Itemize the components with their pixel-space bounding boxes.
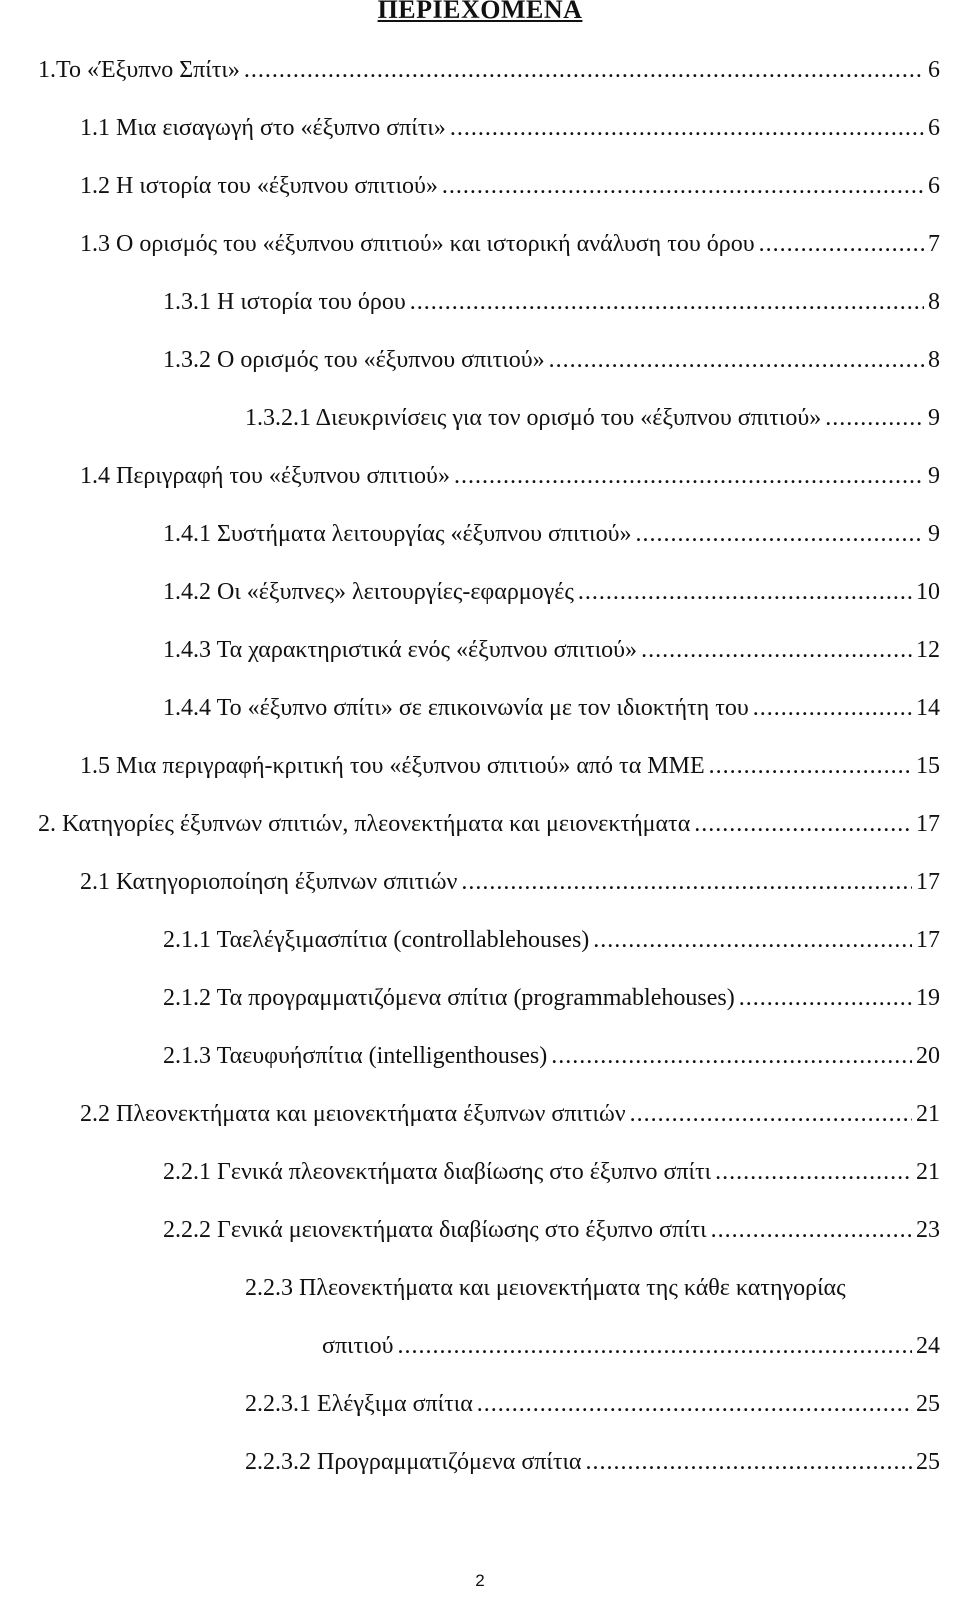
toc-entry[interactable] — [245, 1389, 940, 1419]
toc-entry-page: 17 — [916, 811, 940, 837]
footer-page-number: 2 — [475, 1571, 485, 1590]
toc-entry-label: 1.2 Η ιστορία του «έξυπνου σπιτιού» — [80, 173, 438, 199]
toc-entry-page: 17 — [916, 927, 940, 953]
dot-leader — [450, 113, 924, 143]
toc-entry[interactable] — [163, 635, 940, 665]
dot-leader — [244, 55, 924, 85]
toc-entry-page: 21 — [916, 1159, 940, 1185]
toc-entry[interactable] — [163, 1157, 940, 1187]
toc-entry[interactable] — [245, 403, 940, 433]
toc-entry[interactable] — [80, 229, 940, 259]
toc-entry[interactable] — [38, 55, 940, 85]
toc-entry[interactable] — [163, 577, 940, 607]
toc-entry-label: 2.2.1 Γενικά πλεονεκτήματα διαβίωσης στο έξυπνο σπίτι — [163, 1159, 712, 1185]
toc-entry[interactable] — [163, 1041, 940, 1071]
toc-entry[interactable] — [163, 345, 940, 375]
dot-leader — [739, 983, 912, 1013]
toc-entry-page: 25 — [916, 1449, 940, 1475]
dot-leader — [753, 693, 912, 723]
toc-entry[interactable] — [163, 1215, 940, 1245]
toc-entry-page: 8 — [928, 289, 940, 315]
toc-entry[interactable] — [80, 1099, 940, 1129]
toc-entry-label: 1.3 Ο ορισμός του «έξυπνου σπιτιού» και ιστορική ανάλυση του όρου — [80, 231, 755, 257]
toc-entry-label: 1.3.1 Η ιστορία του όρου — [163, 289, 406, 315]
toc-entry-label: 1.1 Μια εισαγωγή στο «έξυπνο σπίτι» — [80, 115, 446, 141]
toc-entry-page: 6 — [928, 57, 940, 83]
toc-entry-label: 2.1 Κατηγοριοποίηση έξυπνων σπιτιών — [80, 869, 458, 895]
toc-entry-page: 8 — [928, 347, 940, 373]
toc-entry-label: 1.4.2 Οι «έξυπνες» λειτουργίες-εφαρμογές — [163, 579, 574, 605]
toc-entry[interactable] — [163, 519, 940, 549]
toc-entry-page: 9 — [928, 521, 940, 547]
toc-entry[interactable] — [80, 171, 940, 201]
toc-entry-page: 21 — [916, 1101, 940, 1127]
toc-entry[interactable] — [80, 867, 940, 897]
toc-entry-label: 2.1.1 Ταελέγξιμασπίτια (controllablehouses) — [163, 927, 590, 953]
dot-leader — [709, 751, 912, 781]
toc-entry-label: 1.4.3 Τα χαρακτηριστικά ενός «έξυπνου σπιτιού» — [163, 637, 638, 663]
dot-leader — [635, 519, 924, 549]
toc-entry-page: 6 — [928, 115, 940, 141]
toc-entry-page: 25 — [916, 1391, 940, 1417]
toc-entry-label: 2.2.3.1 Ελέγξιμα σπίτια — [245, 1391, 473, 1417]
toc-entry-label: 1.4.1 Συστήματα λειτουργίας «έξυπνου σπιτιού» — [163, 521, 632, 547]
toc-entry-page: 12 — [916, 637, 940, 663]
dot-leader — [641, 635, 912, 665]
toc-entry-label: 2.1.3 Ταευφυήσπίτια (intelligenthouses) — [163, 1043, 548, 1069]
toc-entry-page: 7 — [928, 231, 940, 257]
toc-entry-label: 2.2.3.2 Προγραμματιζόμενα σπίτια — [245, 1449, 582, 1475]
toc-entry-label: 1.5 Μια περιγραφή-κριτική του «έξυπνου σπιτιού» από τα ΜΜΕ — [80, 753, 705, 779]
toc-entry-page: 6 — [928, 173, 940, 199]
toc-entry[interactable] — [245, 1447, 940, 1477]
toc-entry-page: 15 — [916, 753, 940, 779]
dot-leader — [549, 345, 924, 375]
toc-entry-page: 14 — [916, 695, 940, 721]
toc-entry-label: 1.3.2.1 Διευκρινίσεις για τον ορισμό του «έξυπνου σπιτιού» — [245, 405, 822, 431]
dot-leader — [694, 809, 912, 839]
toc-entry-label: 2. Κατηγορίες έξυπνων σπιτιών, πλεονεκτήματα και μειονεκτήματα — [38, 811, 691, 837]
toc-entry-page: 20 — [916, 1043, 940, 1069]
dot-leader — [759, 229, 924, 259]
dot-leader — [410, 287, 924, 317]
toc-entry-page: 9 — [928, 405, 940, 431]
dot-leader — [586, 1447, 912, 1477]
toc-entry-page: 10 — [916, 579, 940, 605]
dot-leader — [715, 1157, 912, 1187]
toc-entry[interactable] — [38, 809, 940, 839]
toc-entry-label: σπιτιού — [322, 1333, 394, 1359]
toc-entry[interactable] — [322, 1331, 940, 1361]
toc-entry-page: 24 — [916, 1333, 940, 1359]
dot-leader — [711, 1215, 912, 1245]
toc-entry[interactable] — [163, 983, 940, 1013]
page-title: ΠΕΡΙΕΧΟΜΕΝΑ — [377, 0, 583, 24]
dot-leader — [442, 171, 924, 201]
toc-entry-page: 19 — [916, 985, 940, 1011]
toc-entry-page: 9 — [928, 463, 940, 489]
toc-entry-label-line1[interactable]: 2.2.3 Πλεονεκτήματα και μειονεκτήματα της κάθε κατηγορίας — [245, 1275, 846, 1301]
dot-leader — [398, 1331, 913, 1361]
toc-entry[interactable] — [163, 693, 940, 723]
dot-leader — [630, 1099, 912, 1129]
dot-leader — [477, 1389, 912, 1419]
toc-entry[interactable] — [163, 925, 940, 955]
dot-leader — [454, 461, 924, 491]
dot-leader — [461, 867, 912, 897]
toc-entry-label: 1.3.2 Ο ορισμός του «έξυπνου σπιτιού» — [163, 347, 545, 373]
dot-leader — [593, 925, 912, 955]
dot-leader — [578, 577, 912, 607]
toc-entry-label: 2.1.2 Τα προγραμματιζόμενα σπίτια (programmablehouses) — [163, 985, 735, 1011]
dot-leader — [551, 1041, 912, 1071]
toc-entry-label: 1.4 Περιγραφή του «έξυπνου σπιτιού» — [80, 463, 450, 489]
dot-leader — [825, 403, 924, 433]
toc-entry[interactable] — [163, 287, 940, 317]
toc-entry-label: 2.2.2 Γενικά μειονεκτήματα διαβίωσης στο έξυπνο σπίτι — [163, 1217, 707, 1243]
toc-entry[interactable] — [80, 751, 940, 781]
toc-entry[interactable] — [80, 113, 940, 143]
toc-entry-label: 1.4.4 Το «έξυπνο σπίτι» σε επικοινωνία με τον ιδιοκτήτη του — [163, 695, 749, 721]
toc-entry-label: 2.2 Πλεονεκτήματα και μειονεκτήματα έξυπνων σπιτιών — [80, 1101, 626, 1127]
toc-entry-label: 1.Το «Έξυπνο Σπίτι» — [38, 57, 240, 83]
toc-entry-page: 17 — [916, 869, 940, 895]
toc-entry-page: 23 — [916, 1217, 940, 1243]
toc-entry[interactable] — [80, 461, 940, 491]
